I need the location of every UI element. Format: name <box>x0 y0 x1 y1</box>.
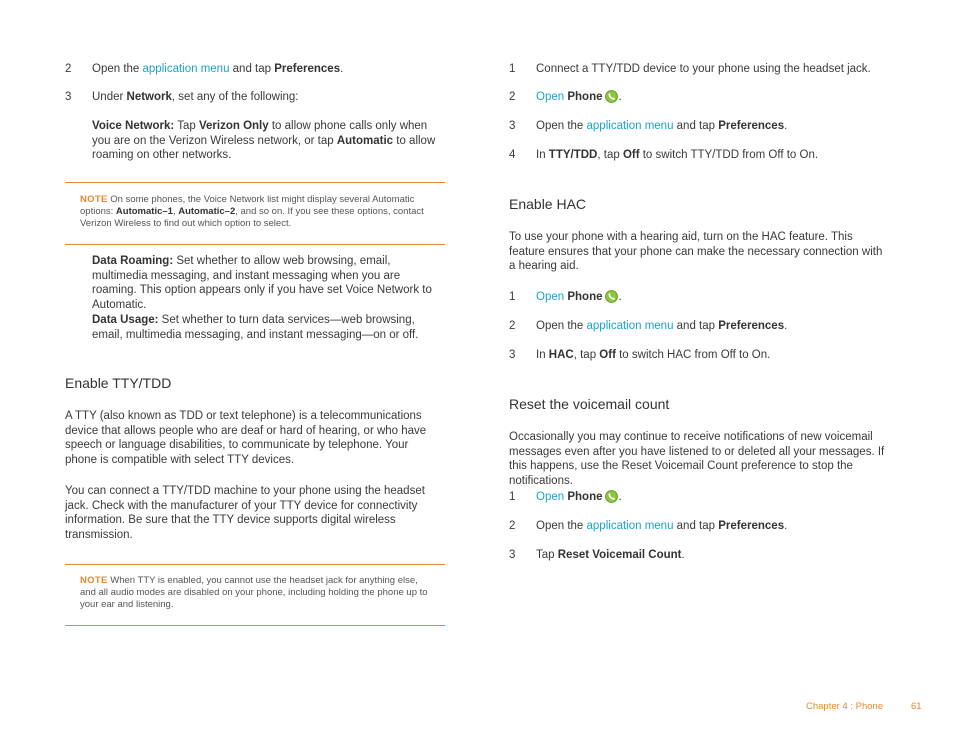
open-link[interactable]: Open <box>536 291 565 303</box>
open-link[interactable]: Open <box>536 91 565 103</box>
step-text: and tap <box>673 320 719 332</box>
automatic-2-label: Automatic–2 <box>178 206 236 217</box>
preferences-label: Preferences <box>274 63 341 75</box>
step-text: Connect a TTY/TDD device to your phone using the headset jack. <box>536 63 871 75</box>
hac-heading: Enable HAC <box>509 196 587 212</box>
note-text <box>80 575 430 611</box>
phone-label: Phone <box>567 91 603 103</box>
note-body: , and so on. If you see these options, contact Verizon Wireless to find out which option to select. <box>80 206 424 229</box>
hac-label: HAC <box>548 349 574 361</box>
step-text: , tap <box>573 349 600 361</box>
step-number: 3 <box>509 349 516 361</box>
para-text: to allow roaming on other networks. <box>92 134 436 161</box>
step-text: , set any of the following: <box>171 91 299 103</box>
phone-app-icon[interactable] <box>605 90 618 103</box>
note-body: , <box>172 206 179 217</box>
hac-paragraph: To use your phone with a hearing aid, turn on the HAC feature. This feature ensures that your phone can make the necessary connection with a hearing aid. <box>509 231 883 272</box>
data-usage-label: Data Usage: <box>92 314 159 326</box>
step-text: Under <box>92 91 127 103</box>
voice-network-label: Voice Network: <box>92 120 175 132</box>
step-text: . <box>340 63 344 75</box>
note-body: On some phones, the Voice Network list might display several Automatic options: <box>80 194 415 217</box>
step-text: and tap <box>673 520 719 532</box>
step-text: Open the <box>536 320 587 332</box>
step-text: and tap <box>229 63 275 75</box>
step-number: 2 <box>509 91 516 103</box>
data-usage-paragraph <box>92 313 447 342</box>
phone-app-icon[interactable] <box>605 490 618 503</box>
note-label: NOTE <box>80 575 108 586</box>
phone-label: Phone <box>567 491 603 503</box>
step-number: 1 <box>509 63 516 75</box>
network-label: Network <box>126 91 172 103</box>
voicemail-paragraph: Occasionally you may continue to receive notifications of new voicemail messages even after you have listened to or deleted all your messages. If this happens, use the Reset Voicemail Count preference to stop the notifications. <box>509 431 885 487</box>
application-menu-link[interactable]: application menu <box>142 63 230 75</box>
tty-heading: Enable TTY/TDD <box>65 375 172 391</box>
tty-paragraph-1: A TTY (also known as TDD or text telephone) is a telecommunications device that allows people who are deaf or hard of hearing, or who have speech or language disabilities, to communicate by telephone. Your phone is compatible with select TTY devices. <box>65 410 427 466</box>
step-text: to switch HAC from Off to On. <box>615 349 771 361</box>
step-number: 2 <box>509 320 516 332</box>
note-box-tty <box>65 564 445 626</box>
note-label: NOTE <box>80 194 108 205</box>
step-number: 3 <box>509 120 516 132</box>
preferences-label: Preferences <box>718 320 785 332</box>
step-text: Tap <box>536 549 558 561</box>
step-text: . <box>784 120 788 132</box>
step-number: 2 <box>65 63 72 75</box>
para-text: Set whether to allow web browsing, email, multimedia messaging, and instant messaging when you are roaming. This option appears only if you have set Voice Network to Automatic. <box>92 255 432 311</box>
step-text: and tap <box>673 120 719 132</box>
note-box-voice-network <box>65 182 445 245</box>
preferences-label: Preferences <box>718 520 785 532</box>
step-text: In <box>536 349 549 361</box>
verizon-only-label: Verizon Only <box>198 120 269 132</box>
data-roaming-label: Data Roaming: <box>92 255 174 267</box>
note-text <box>80 194 430 230</box>
application-menu-link[interactable]: application menu <box>586 120 674 132</box>
para-text: Set whether to turn data services—web browsing, email, multimedia messaging, and instant messaging—on or off. <box>92 314 419 341</box>
phone-label: Phone <box>567 291 603 303</box>
voice-network-paragraph <box>92 119 447 163</box>
application-menu-link[interactable]: application menu <box>586 520 674 532</box>
automatic-1-label: Automatic–1 <box>115 206 173 217</box>
step-number: 3 <box>65 91 72 103</box>
automatic-label: Automatic <box>336 134 394 147</box>
step-number: 1 <box>509 491 516 503</box>
tty-paragraph-2: You can connect a TTY/TDD machine to your phone using the headset jack. Check with the manufacturer of your TTY device for connectivity information. Be sure that the TTY device supports digital wireless transmission. <box>65 485 425 541</box>
step-number: 3 <box>509 549 516 561</box>
preferences-label: Preferences <box>718 120 785 132</box>
step-text: . <box>784 320 788 332</box>
para-text: to allow phone calls only when you are on the Verizon Wireless network, or tap <box>92 120 428 147</box>
step-text: to switch TTY/TDD from Off to On. <box>639 149 819 161</box>
reset-voicemail-count-label: Reset Voicemail Count <box>557 549 682 561</box>
footer-page-number: 61 <box>911 701 922 712</box>
tty-tdd-label: TTY/TDD <box>548 149 598 161</box>
para-text: Tap <box>174 120 199 132</box>
step-text: . <box>784 520 788 532</box>
note-body: When TTY is enabled, you cannot use the headset jack for anything else, and all audio modes are disabled on your phone, including holding the phone up to your ear and listening. <box>80 575 428 610</box>
voicemail-heading: Reset the voicemail count <box>509 396 670 412</box>
step-text: . <box>681 549 685 561</box>
step-text: Open the <box>92 63 143 75</box>
data-roaming-paragraph <box>92 254 447 312</box>
footer-chapter: Chapter 4 : Phone <box>806 701 884 712</box>
step-number: 1 <box>509 291 516 303</box>
step-text: In <box>536 149 549 161</box>
open-link[interactable]: Open <box>536 491 565 503</box>
step-text: Open the <box>536 120 587 132</box>
application-menu-link[interactable]: application menu <box>586 320 674 332</box>
phone-app-icon[interactable] <box>605 290 618 303</box>
step-text: , tap <box>597 149 623 161</box>
step-text: Open the <box>536 520 587 532</box>
off-label: Off <box>599 349 616 361</box>
step-number: 2 <box>509 520 516 532</box>
step-number: 4 <box>509 149 516 161</box>
off-label: Off <box>622 149 640 161</box>
